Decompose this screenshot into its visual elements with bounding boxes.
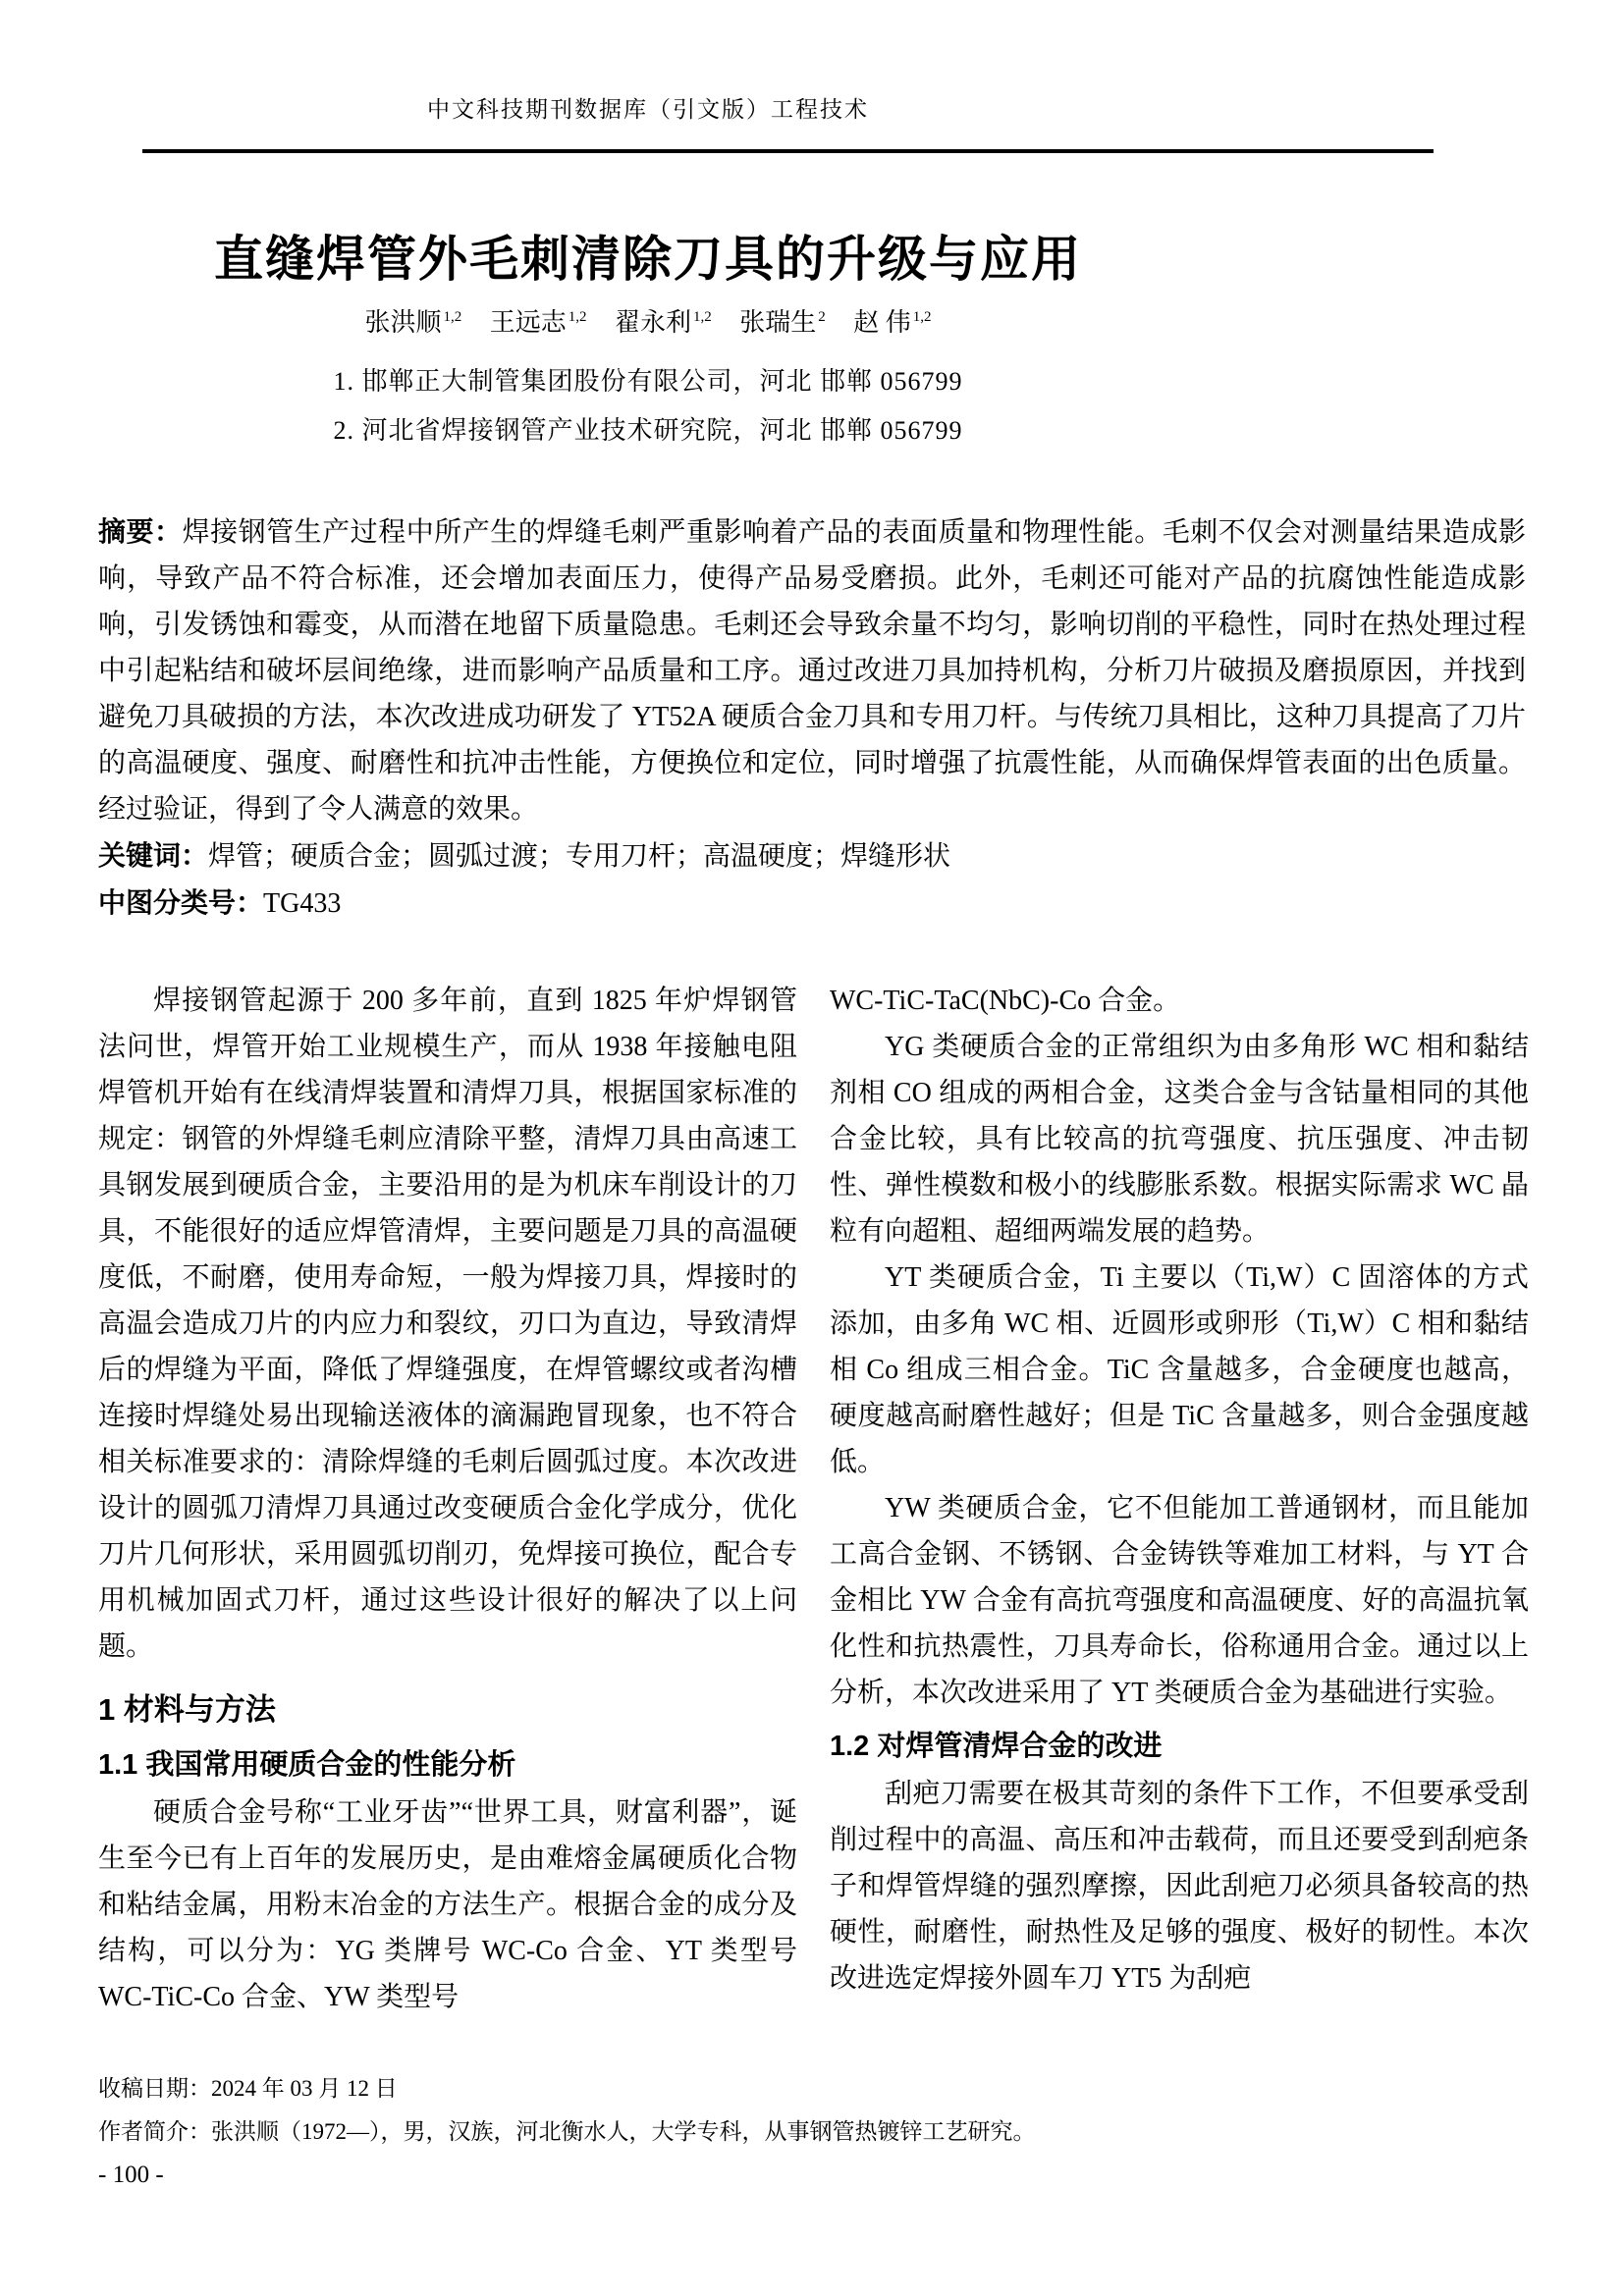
received-date: 收稿日期：2024 年 03 月 12 日 [98,2076,398,2101]
author [364,308,461,337]
section-heading-1-2: 1.2 对焊管清焊合金的改进 [830,1730,1163,1762]
paragraph-yw-alloy: YW 类硬质合金，它不但能加工普通钢材，而且能加工高合金钢、不锈钢、合金铸铁等难加工材料，与 YT 合金相比 YW 合金有高抗弯强度和高温硬度、好的高温抗氧化性和抗热震性，刀具寿命长，俗称通用合金。通过以上分析，本次改进采用了 YT 类硬质合金为基础进行实验。 [830,1492,1529,1708]
clc-number [98,880,1526,927]
footnote-block [98,2067,1036,2197]
author-name: 王远志 [489,307,567,337]
author [853,308,931,337]
abstract-label: 摘要： [98,515,183,547]
affiliations [98,357,1198,455]
clc-label: 中图分类号： [98,886,264,918]
paragraph-yt-alloy: YT 类硬质合金，Ti 主要以（Ti,W）C 固溶体的方式添加，由多角 WC 相、近圆形或卵形（Ti,W）C 相和黏结相 Co 组成三相合金。TiC 含量越多，合金硬度也越高，硬度越高耐磨性越好；但是 TiC 含量越多，则合金强度越低。 [830,1261,1529,1477]
page-number: - 100 - [98,2162,164,2188]
affiliation-2: 2. 河北省焊接钢管产业技术研究院，河北 邯郸 056799 [333,415,963,445]
paragraph-intro: 焊接钢管起源于 200 多年前，直到 1825 年炉焊钢管法问世，焊管开始工业规模生产，而从 1938 年接触电阻焊管机开始有在线清焊装置和清焊刀具，根据国家标准的规定：钢管的外焊缝毛刺应清除平整，清焊刀具由高速工具钢发展到硬质合金，主要沿用的是为机床车削设计的刀具，不能很好的适应焊管清焊，主要问题是刀具的高温硬度低，不耐磨，使用寿命短，一般为焊接刀具，焊接时的高温会造成刀片的内应力和裂纹，刃口为直边，导致清焊后的焊缝为平面，降低了焊缝强度，在焊管螺纹或者沟槽连接时焊缝处易出现输送液体的滴漏跑冒现象，也不符合相关标准要求的：清除焊缝的毛刺后圆弧过度。本次改进设计的圆弧刀清焊刀具通过改变硬质合金化学成分，优化刀片几何形状，采用圆弧切削刃，免焊接可换位，配合专用机械加固式刀杆，通过这些设计很好的解决了以上问题。 [98,985,797,1662]
header-rule [142,149,1434,153]
author-affiliation-sup: 2 [818,309,826,325]
author-name: 翟永利 [614,307,691,337]
paragraph-alloy-overview: 硬质合金号称“工业牙齿”“世界工具，财富利器”，诞生至今已有上百年的发展历史，是由难熔金属硬质化合物和粘结金属，用粉末冶金的方法生产。根据合金的成分及结构，可以分为：YG 类牌号 WC-Co 合金、YT 类型号 WC-TiC-Co 合金、YW 类型号 [98,1796,797,2012]
paragraph-yg-alloy: YG 类硬质合金的正常组织为由多角形 WC 相和黏结剂相 CO 组成的两相合金，这类合金与含钴量相同的其他合金比较，具有比较高的抗弯强度、抗压强度、冲击韧性、弹性模数和极小的线膨胀系数。根据实际需求 WC 晶粒有向超粗、超细两端发展的趋势。 [830,1031,1529,1247]
paragraph-scraper-tool: 刮疤刀需要在极其苛刻的条件下工作，不但要承受刮削过程中的高温、高压和冲击载荷，而且还要受到刮疤条子和焊管焊缝的强烈摩擦，因此刮疤刀必须具备较高的热硬性，耐磨性，耐热性及足够的强度、极好的韧性。本次改进选定焊接外圆车刀 YT5 为刮疤 [830,1778,1529,1994]
author [615,308,712,337]
author-name: 张瑞生 [739,307,817,337]
left-column [98,978,797,2020]
journal-header: 中文科技期刊数据库（引文版）工程技术 [427,97,869,122]
author-line [98,298,1198,342]
author-affiliation-sup: 1,2 [568,309,587,325]
paragraph-continuation: WC-TiC-TaC(NbC)-Co 合金。 [830,985,1181,1016]
author-name: 赵 伟 [853,307,911,337]
author-affiliation-sup: 1,2 [443,309,462,325]
author-affiliation-sup: 1,2 [693,309,712,325]
author-name: 张洪顺 [364,307,442,337]
author [739,308,826,337]
keywords-text: 焊管；硬质合金；圆弧过渡；专用刀杆；高温硬度；焊缝形状 [208,840,951,872]
affiliation-1: 1. 邯郸正大制管集团股份有限公司，河北 邯郸 056799 [333,366,963,396]
author-bio: 作者简介：张洪顺（1972—），男，汉族，河北衡水人，大学专科，从事钢管热镀锌工艺研究。 [98,2119,1036,2144]
section-heading-1-1: 1.1 我国常用硬质合金的性能分析 [98,1748,516,1781]
clc-text: TG433 [263,887,342,919]
body-columns [98,978,1529,2020]
title-block [98,224,1198,455]
keywords [98,832,1526,880]
front-matter [98,0,1198,126]
right-column [830,978,1529,2020]
keywords-label: 关键词： [98,839,209,871]
meta-block [98,508,1526,927]
author [490,308,587,337]
section-heading-1: 1 材料与方法 [98,1691,276,1727]
page-title: 直缝焊管外毛刺清除刀具的升级与应用 [214,232,1082,287]
abstract-text: 焊接钢管生产过程中所产生的焊缝毛刺严重影响着产品的表面质量和物理性能。毛刺不仅会对测量结果造成影响，导致产品不符合标准，还会增加表面压力，使得产品易受磨损。此外，毛刺还可能对产品的抗腐蚀性能造成影响，引发锈蚀和霉变，从而潜在地留下质量隐患。毛刺还会导致余量不均匀，影响切削的平稳性，同时在热处理过程中引起粘结和破坏层间绝缘，进而影响产品质量和工序。通过改进刀具加持机构，分析刀片破损及磨损原因，并找到避免刀具破损的方法，本次改进成功研发了 YT52A 硬质合金刀具和专用刀杆。与传统刀具相比，这种刀具提高了刀片的高温硬度、强度、耐磨性和抗冲击性能，方便换位和定位，同时增强了抗震性能，从而确保焊管表面的出色质量。经过验证，得到了令人满意的效果。 [98,516,1526,825]
abstract [98,508,1526,832]
author-affiliation-sup: 1,2 [912,309,932,325]
